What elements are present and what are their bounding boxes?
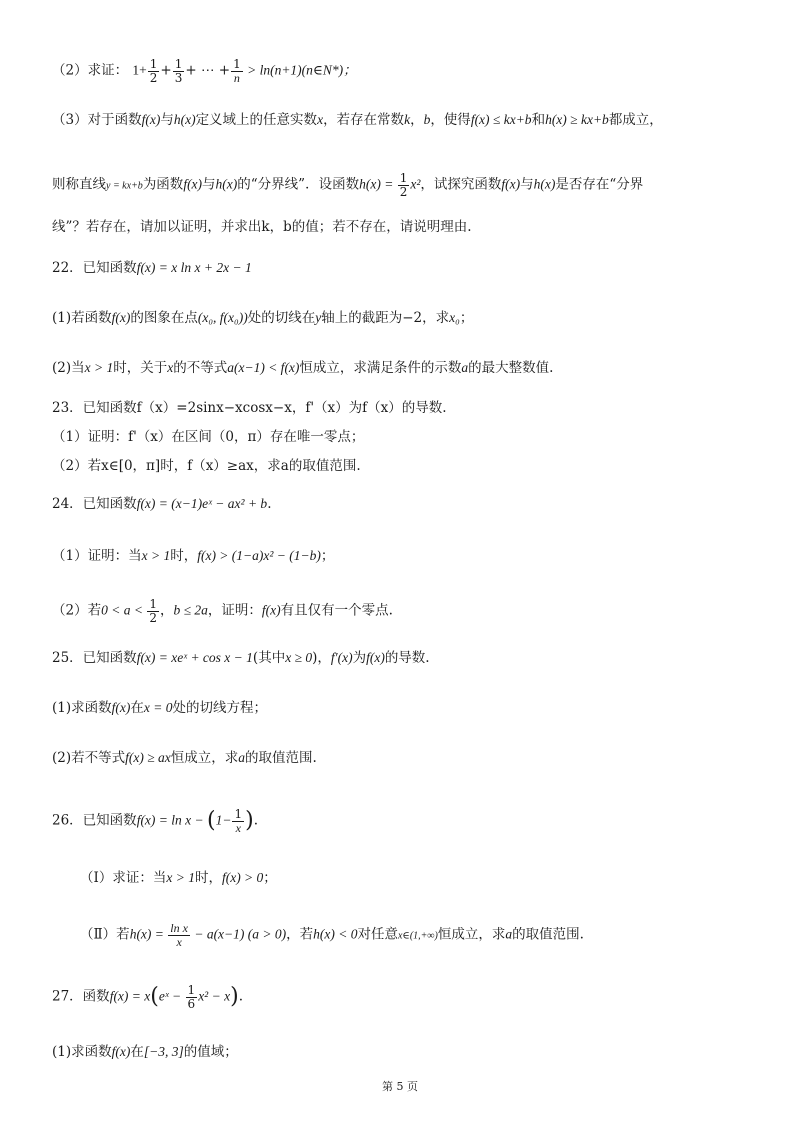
q26-part2: （Ⅱ）若h(x) = $\frac{\text{ln x}}{x}$ − a(x−1) (a > 0)，若h(x) < 0对任意x∈(1,+∞)恒成立，求a的取值范围.	[80, 921, 584, 949]
dots: + ⋯ +	[185, 62, 231, 79]
q21-part2-label: （2）求证：	[52, 62, 129, 79]
q26-part1: （Ⅰ）求证：当x > 1时，f(x) > 0；	[80, 870, 277, 886]
q24-part1: （1）证明：当x > 1时，f(x) > (1−a)x² − (1−b)；	[52, 548, 335, 564]
q21-part3: （3）对于函数f(x)与h(x)定义域上的任意实数x，若存在常数k，b，使得f(x) ≤ kx+b和h(x) ≥ kx+b都成立，	[52, 112, 663, 128]
frac-1-over-x: $\frac{1}{x}$	[234, 807, 243, 835]
q24-part2: （2）若0 < a < $\frac{1}{2}$ ，b ≤ 2a，证明：f(x)有且仅有一个零点.	[52, 597, 393, 625]
q25-part1: (1)求函数f(x)在x = 0处的切线方程；	[52, 700, 267, 716]
frac-sixth: $\frac{1}{6}$	[187, 983, 196, 1011]
q26-head: 26．已知函数f(x) = ln x − (1− $\frac{1}{x}$ ).	[52, 807, 259, 835]
q21-part3-cont: 则称直线y = kx+b为函数f(x)与h(x)的“分界线”．设函数h(x) = $\frac{1}{2}$ x²，试探究函数f(x)与h(x)是否存在“分界	[52, 171, 644, 199]
q24-head: 24．已知函数f(x) = (x−1)eˣ − ax² + b.	[52, 496, 272, 512]
q23-part2: （2）若x∈[0，π]时，f（x）≥ax，求a的取值范围.	[52, 458, 361, 474]
q22-part2: (2)当x > 1时，关于x的不等式a(x−1) < f(x)恒成立，求满足条件的示数a的最大整数值.	[52, 360, 554, 376]
frac-third: $\frac{1}{3}$	[174, 57, 183, 85]
q25-part2: (2)若不等式f(x) ≥ ax恒成立，求a的取值范围.	[52, 750, 317, 766]
q22-part1: (1)若函数f(x)的图象在点(x₀, f(x₀))处的切线在y轴上的截距为−2，求x₀；	[52, 310, 474, 326]
q23-part1: （1）证明：f'（x）在区间（0，π）存在唯一零点；	[52, 429, 365, 445]
q27-head: 27．函数f(x) = x(eˣ − $\frac{1}{6}$ x² − x).	[52, 983, 243, 1011]
q27-part1: (1)求函数f(x)在[−3, 3]的值域；	[52, 1044, 238, 1060]
page-footer: 第 5 页	[382, 1080, 418, 1093]
q21-part2-expr-tail: > ln(n+1)(n∈N*)；	[243, 62, 357, 78]
q22-head: 22．已知函数f(x) = x ln x + 2x − 1	[52, 260, 252, 276]
frac-lnx-over-x: $\frac{\text{ln x}}{x}$	[170, 921, 188, 949]
q21-part3-end: 线”？若存在，请加以证明，并求出k，b的值；若不存在，请说明理由.	[52, 219, 472, 235]
q21-part2: （2）求证： 1+ $\frac{1}{2}$ + $\frac{1}{3}$ + ⋯ + $\frac{1}{n}$ > ln(n+1)(n∈N*)；	[52, 57, 357, 85]
frac-half-2: $\frac{1}{2}$	[399, 171, 408, 199]
q23-head: 23．已知函数f（x）=2sinx−xcosx−x，f'（x）为f（x）的导数.	[52, 400, 447, 416]
q21-part2-expr-head: 1+	[132, 62, 147, 78]
frac-half-3: $\frac{1}{2}$	[149, 597, 157, 625]
frac-half: $\frac{1}{2}$	[149, 57, 158, 85]
q25-head: 25．已知函数f(x) = xeˣ + cos x − 1(其中x ≥ 0)，f′(x)为f(x)的导数.	[52, 650, 430, 666]
frac-1-over-n: $\frac{1}{n}$	[233, 57, 241, 85]
